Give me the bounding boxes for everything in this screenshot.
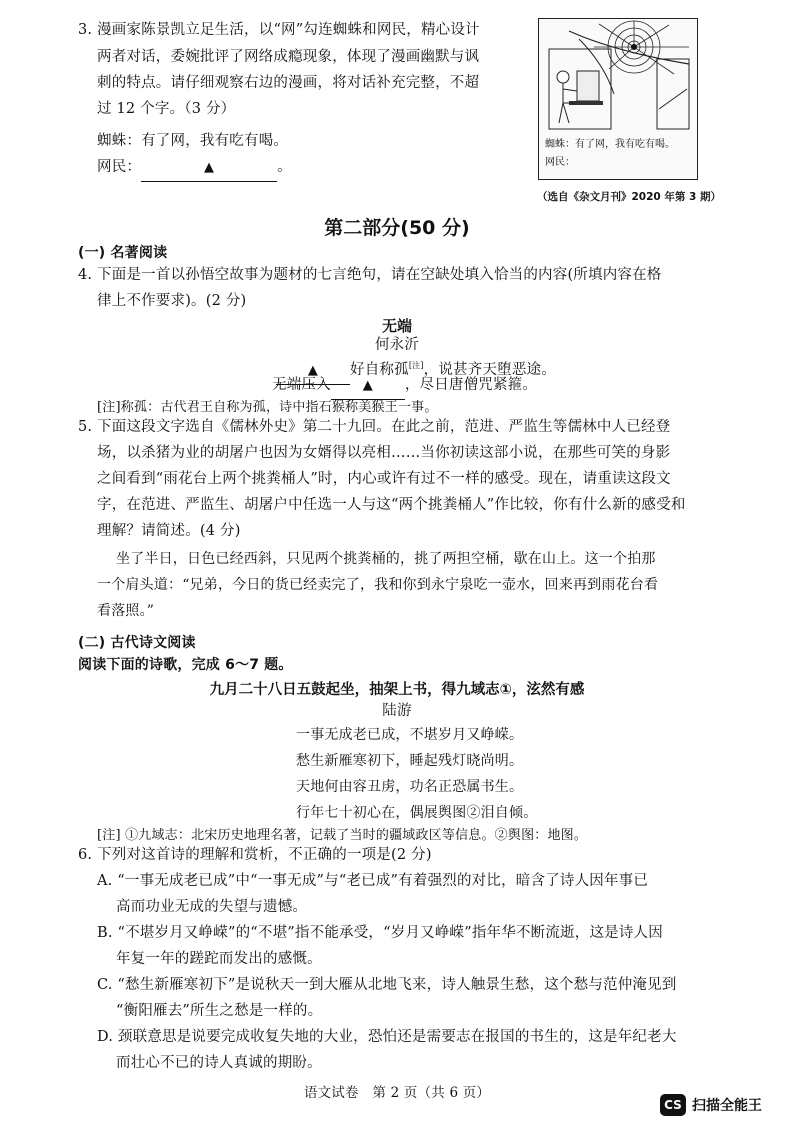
computer-icon bbox=[577, 71, 599, 101]
poem-line: 天地何由容丑虏，功名正恐属书生。 bbox=[296, 779, 524, 795]
netizen-label: 网民： bbox=[97, 159, 142, 175]
q3-line: 两者对话，委婉批评了网络成瘾现象，体现了漫画幽默与讽 bbox=[97, 49, 480, 65]
q6-option-c[interactable]: C. “愁生新雁寒初下”是说秋天一到大雁从北地飞来，诗人触景生愁，这个愁与范仲淹见到 bbox=[97, 977, 677, 993]
q4-line: 律上不作要求)。(2 分) bbox=[97, 293, 247, 309]
blank-marker: ▲ bbox=[204, 160, 215, 175]
q3-spider-line: 蜘蛛：有了网，我有吃有喝。 bbox=[97, 133, 289, 149]
poem-text: ，尽日唐僧咒紧箍。 bbox=[404, 377, 538, 393]
q4-line: 4. 下面是一首以孙悟空故事为题材的七言绝句，请在空缺处填入恰当的内容(所填内容在格 bbox=[78, 267, 662, 283]
spider-web-icon bbox=[594, 21, 689, 74]
poem-text: ，说甚齐天堕恶途。 bbox=[423, 361, 556, 378]
q3-line: 过 12 个字。（3 分） bbox=[97, 101, 236, 117]
poem-title: 无端 bbox=[381, 317, 412, 335]
q3-line: 3. 漫画家陈景凯立足生活，以“网”勾连蜘蛛和网民，精心设计 bbox=[78, 22, 480, 38]
blank-marker: ▲ bbox=[307, 362, 319, 378]
netizen-end: 。 bbox=[277, 159, 292, 175]
answer-blank[interactable] bbox=[141, 154, 277, 182]
poem-line: 愁生新雁寒初下，睡起残灯晓尚明。 bbox=[296, 753, 524, 769]
q6-option-b-cont: 年复一年的蹉跎而发出的感慨。 bbox=[116, 951, 322, 967]
camscanner-logo-icon: CS bbox=[660, 1094, 686, 1116]
q6-option-c-cont: “衡阳雁去”所生之愁是一样的。 bbox=[116, 1003, 323, 1019]
q5-quote: 坐了半日，日色已经西斜，只见两个挑粪桶的，挑了两担空桶，歇在山上。这一个拍那 bbox=[116, 551, 656, 567]
blank-marker: ▲ bbox=[362, 378, 373, 393]
q5-line: 字，在范进、严监生、胡屠户中任选一人与这“两个挑粪桶人”作比较，你有什么新的感受和 bbox=[97, 497, 686, 513]
q6-stem: 6. 下列对这首诗的理解和赏析，不正确的一项是(2 分) bbox=[78, 847, 432, 863]
cartoon-image bbox=[538, 18, 698, 180]
cartoon-source: （选自《杂文月刊》2020 年第 3 期） bbox=[537, 191, 721, 203]
person-icon bbox=[557, 71, 569, 83]
poem-title: 九月二十八日五鼓起坐，抽架上书，得九域志①，泫然有感 bbox=[209, 682, 585, 698]
q6-option-d-cont: 而壮心不已的诗人真诚的期盼。 bbox=[116, 1055, 322, 1071]
q5-line: 场，以杀猪为业的胡屠户也因为女婿得以亮相……当你初读这部小说，在那些可笑的身影 bbox=[97, 445, 671, 461]
q3-netizen-line bbox=[97, 154, 292, 182]
poem-line: 行年七十初心在，偶展舆图②泪自倾。 bbox=[296, 805, 538, 821]
poem-line: 一事无成老已成，不堪岁月又峥嵘。 bbox=[296, 727, 524, 743]
cartoon-caption: 网民： bbox=[545, 157, 575, 168]
poem-note: [注] ①九域志：北宋历史地理名著，记载了当时的疆域政区等信息。②舆图：地图。 bbox=[97, 828, 588, 843]
badge-text: 扫描全能王 bbox=[692, 1098, 762, 1114]
q5-line: 之间看到“雨花台上两个挑粪桶人”时，内心或许有过不一样的感受。现在，请重读这段文 bbox=[97, 471, 671, 487]
page-footer: 语文试卷 第 2 页（共 6 页） bbox=[303, 1085, 491, 1101]
q5-quote: 看落照。” bbox=[97, 603, 155, 619]
q6-option-a-cont: 高而功业无成的失望与遗憾。 bbox=[116, 899, 308, 915]
section-heading: (一) 名著阅读 bbox=[78, 245, 168, 261]
note-mark: [注] bbox=[408, 361, 424, 370]
q5-quote: 一个肩头道：“兄弟，今日的货已经卖完了，我和你到永宁泉吃一壶水，回来再到雨花台看 bbox=[97, 577, 659, 593]
poem-text: 好自称孤 bbox=[350, 361, 409, 378]
q5-line: 5. 下面这段文字选自《儒林外史》第二十九回。在此之前，范进、严监生等儒林中人已经登 bbox=[78, 419, 671, 435]
cartoon-drawing bbox=[539, 19, 697, 139]
section-heading: (二) 古代诗文阅读 bbox=[78, 635, 196, 651]
scanner-badge bbox=[660, 1094, 762, 1116]
q4-note: [注]称孤：古代君王自称为孤，诗中指石猴称美猴王一事。 bbox=[97, 400, 438, 415]
q6-option-b[interactable]: B. “不堪岁月又峥嵘”的“不堪”指不能承受，“岁月又峥嵘”指年华不断流逝，这是诗人因 bbox=[97, 925, 663, 941]
poem-author: 何永沂 bbox=[374, 337, 420, 353]
spider-icon bbox=[631, 44, 637, 50]
q3-line: 刺的特点。请仔细观察右边的漫画，将对话补充完整，不超 bbox=[97, 75, 480, 91]
cartoon-caption: 蜘蛛：有了网，我有吃有喝。 bbox=[545, 139, 675, 150]
poem-author: 陆游 bbox=[382, 703, 412, 719]
q6-option-d[interactable]: D. 颈联意思是说要完成收复失地的大业，恐怕还是需要志在报国的书生的，这是年纪老大 bbox=[97, 1029, 677, 1045]
poem-text: 无端压入 bbox=[272, 377, 331, 393]
q6-option-a[interactable]: A. “一事无成老已成”中“一事无成”与“老已成”有着强烈的对比，暗含了诗人因年事已 bbox=[97, 873, 649, 889]
part-title: 第二部分(50 分) bbox=[324, 217, 470, 239]
section-intro: 阅读下面的诗歌，完成 6～7 题。 bbox=[78, 657, 293, 673]
q5-line: 理解？请简述。(4 分) bbox=[97, 523, 241, 539]
